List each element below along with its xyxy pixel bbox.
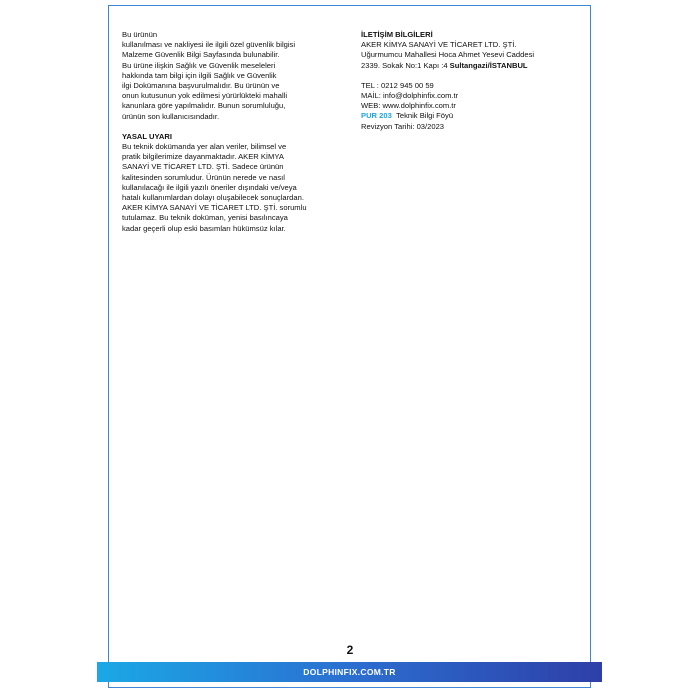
text-line: Malzeme Güvenlik Bilgi Sayfasında bulunabilir. — [122, 50, 280, 60]
text-line: onun kutusunun yok edilmesi yürürlükteki mahalli — [122, 91, 288, 101]
text-line: Bu ürüne ilişkin Sağlık ve Güvenlik meseleleri — [122, 60, 276, 70]
text-line: AKER KİMYA SANAYİ VE TİCARET LTD. ŞTİ. sorumlu — [122, 203, 307, 213]
address-line-2 — [361, 61, 576, 71]
text-line: hatalı kullanımlardan dolayı oluşabilecek sonuçlardan. — [122, 193, 304, 203]
footer-website-link[interactable]: DOLPHINFIX.COM.TR — [303, 667, 396, 677]
text-line: kanunlara göre yapılmalıdır. Bunun sorumluluğu, — [122, 101, 286, 111]
company-name: AKER KİMYA SANAYİ VE TİCARET LTD. ŞTİ. — [361, 40, 517, 50]
email-address: MAİL: info@dolphinfix.com.tr — [361, 91, 459, 101]
legal-warning-heading: YASAL UYARI — [122, 131, 172, 141]
text-line: kullanılması ve nakliyesi ile ilgili özel güvenlik bilgisi — [122, 40, 296, 50]
text-line: tutulamaz. Bu teknik doküman, yenisi basılıncaya — [122, 213, 288, 223]
text-line: kullanılacağı ile ilgili yazılı öneriler dışındaki ve/veya — [122, 182, 297, 192]
website-address: WEB: www.dolphinfix.com.tr — [361, 101, 456, 111]
text-line: ilgi Dokümanına başvurulmalıdır. Bu ürünün ve — [122, 81, 280, 91]
phone-number: TEL : 0212 945 00 59 — [361, 80, 434, 90]
text-line: kalitesinden sorumludur. Ürünün nerede ve nasıl — [122, 172, 285, 182]
product-line — [361, 111, 576, 121]
safety-info-paragraph — [122, 30, 337, 122]
address-line-1: Uğurmumcu Mahallesi Hoca Ahmet Yesevi Caddesi — [361, 50, 535, 60]
page-number: 2 — [346, 643, 354, 657]
text-line: kadar geçerli olup eski basımları hükümsüz kılar. — [122, 223, 286, 233]
product-code: PUR 203 — [361, 111, 392, 121]
text-line: hakkında tam bilgi için ilgili Sağlık ve Güvenlik — [122, 70, 277, 80]
right-column — [361, 30, 576, 132]
footer-band — [97, 662, 602, 682]
legal-warning-paragraph — [122, 142, 337, 234]
address-street: 2339. Sokak No:1 Kapı :4 — [361, 60, 450, 70]
revision-date: Revizyon Tarihi: 03/2023 — [361, 121, 445, 131]
product-doc-type: Teknik Bilgi Föyü — [396, 111, 454, 121]
text-line: Bu ürünün — [122, 30, 158, 39]
address-city: Sultangazi/İSTANBUL — [449, 60, 528, 70]
text-line: pratik bilgilerimize dayanmaktadır. AKER KİMYA — [122, 152, 284, 162]
text-line: Bu teknik dokümanda yer alan veriler, bilimsel ve — [122, 142, 287, 152]
contact-heading: İLETİŞİM BİLGİLERİ — [361, 30, 433, 39]
text-line: SANAYİ VE TİCARET LTD. ŞTİ. Sadece ürünün — [122, 162, 284, 172]
text-line: ürünün son kullanıcısındadır. — [122, 111, 220, 121]
left-column — [122, 30, 337, 234]
